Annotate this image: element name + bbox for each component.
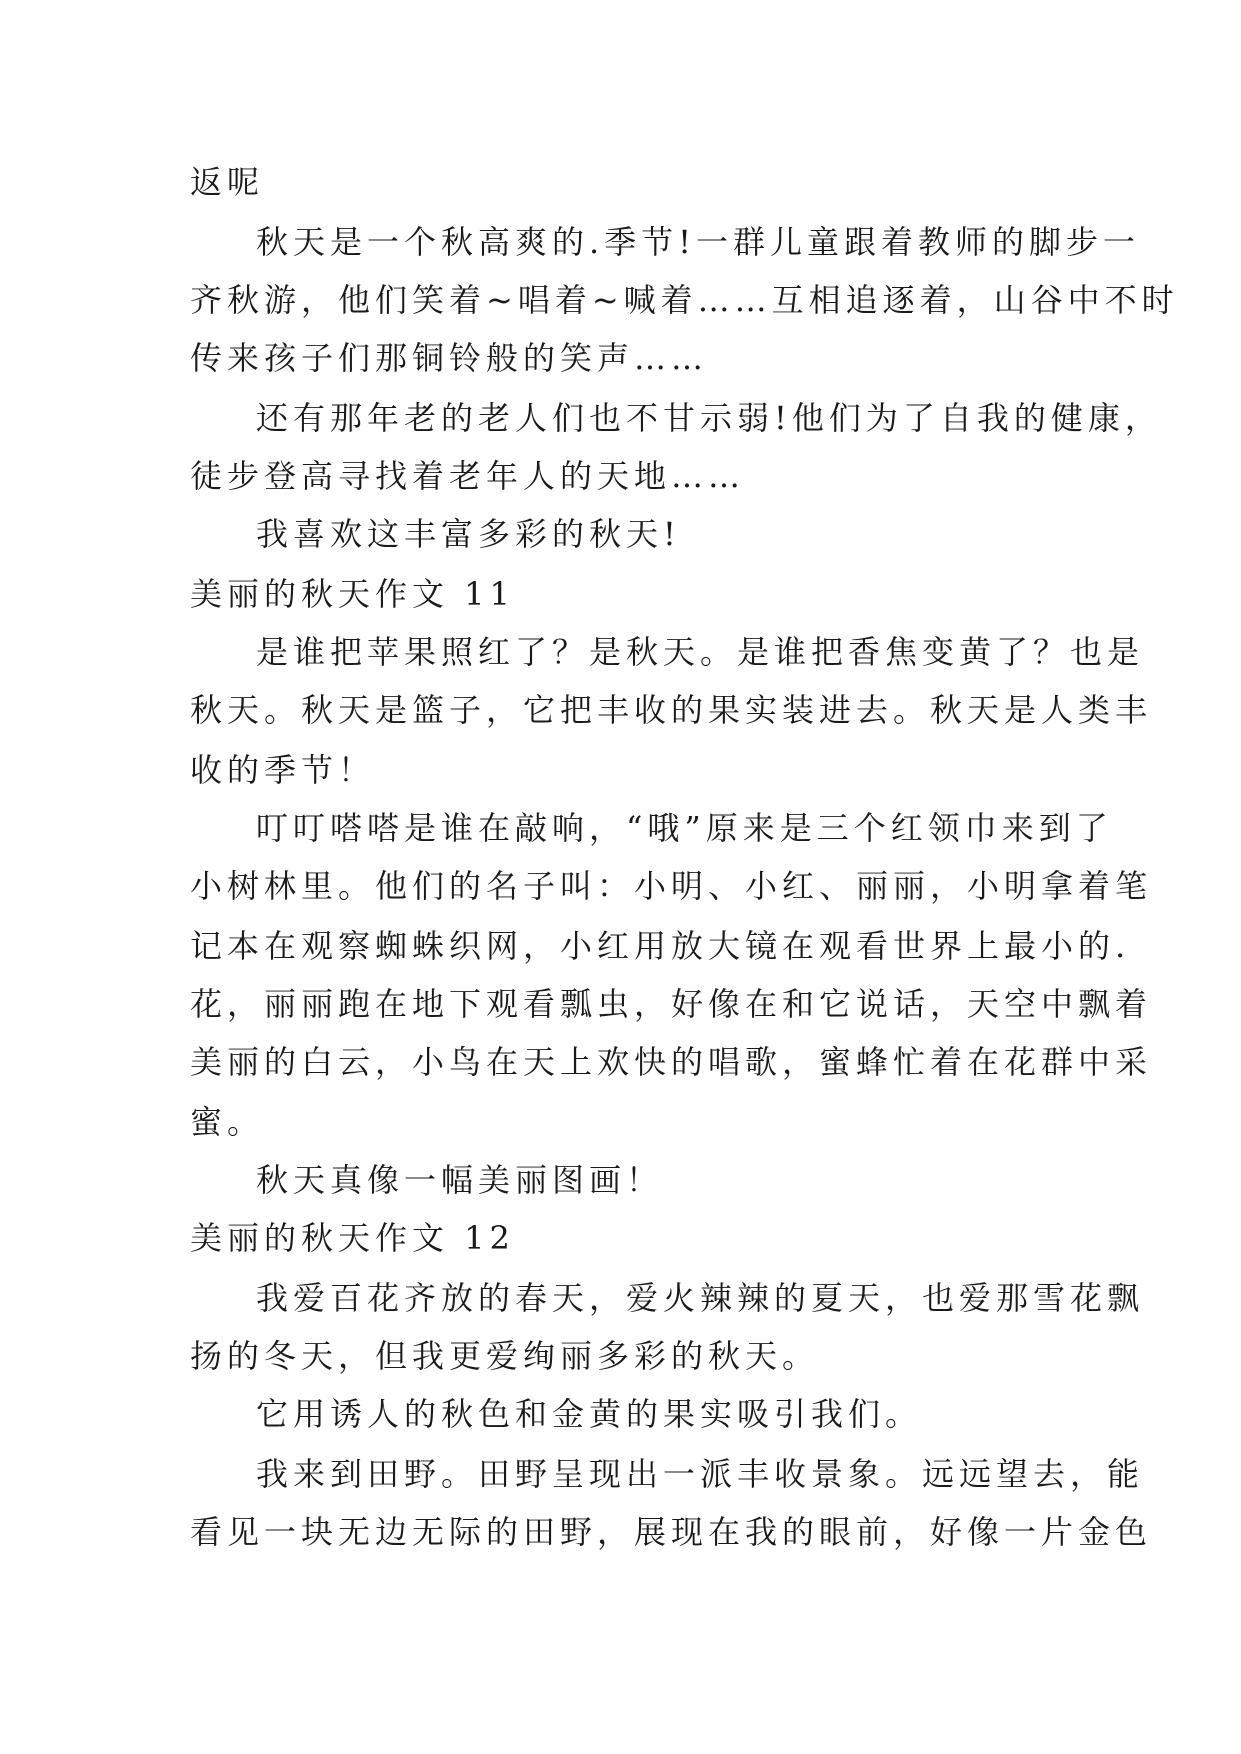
text-line: 记本在观察蜘蛛织网，小红用放大镜在观看世界上最小的. <box>190 927 1131 965</box>
text-line: 收的季节！ <box>190 751 376 789</box>
text-line: 花，丽丽跑在地下观看瓢虫，好像在和它说话，天空中飘着 <box>190 985 1153 1023</box>
paragraph-line: 我来到田野。田野呈现出一派丰收景象。远远望去，能 <box>256 1455 1145 1493</box>
paragraph-line: 我喜欢这丰富多彩的秋天! <box>256 515 681 553</box>
text-line: 传来孩子们那铜铃般的笑声…… <box>190 339 709 377</box>
text-line: 扬的冬天，但我更爱绚丽多彩的秋天。 <box>190 1337 820 1375</box>
section-heading: 美丽的秋天作文 12 <box>190 1219 515 1257</box>
text-line: 齐秋游，他们笑着~唱着~喊着……互相追逐着，山谷中不时 <box>190 281 1179 319</box>
paragraph-line: 秋天是一个秋高爽的.季节!一群儿童跟着教师的脚步一 <box>256 223 1141 261</box>
text-line: 小树林里。他们的名子叫：小明、小红、丽丽，小明拿着笔 <box>190 867 1153 905</box>
paragraph-line: 叮叮嗒嗒是谁在敲响，“哦”原来是三个红领巾来到了 <box>256 809 1113 847</box>
paragraph-line: 它用诱人的秋色和金黄的果实吸引我们。 <box>256 1395 923 1433</box>
text-line: 美丽的白云，小鸟在天上欢快的唱歌，蜜蜂忙着在花群中采 <box>190 1043 1153 1081</box>
section-heading: 美丽的秋天作文 11 <box>190 575 515 613</box>
text-line: 徒步登高寻找着老年人的天地…… <box>190 457 746 495</box>
text-line: 蜜。 <box>190 1103 265 1141</box>
paragraph-line: 还有那年老的老人们也不甘示弱!他们为了自我的健康， <box>256 399 1162 437</box>
paragraph-line: 是谁把苹果照红了？是秋天。是谁把香焦变黄了？也是 <box>256 633 1145 671</box>
text-line: 看见一块无边无际的田野，展现在我的眼前，好像一片金色 <box>190 1513 1153 1551</box>
text-line: 返呢 <box>190 163 265 201</box>
paragraph-line: 我爱百花齐放的春天，爱火辣辣的夏天，也爱那雪花飘 <box>256 1279 1145 1317</box>
text-line: 秋天。秋天是篮子，它把丰收的果实装进去。秋天是人类丰 <box>190 691 1153 729</box>
paragraph-line: 秋天真像一幅美丽图画！ <box>256 1161 664 1199</box>
